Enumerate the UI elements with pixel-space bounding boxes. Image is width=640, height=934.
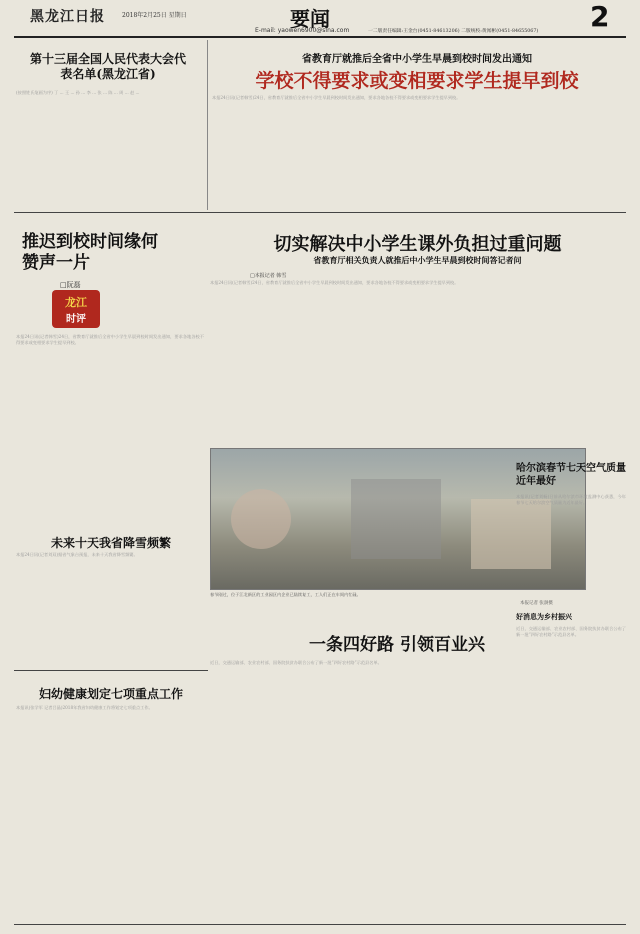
main-headline: 学校不得要求或变相要求学生提早到校: [255, 70, 579, 92]
commentary-title: 推迟到校时间缘何赞声一片: [22, 232, 158, 273]
masthead-rule: [14, 36, 626, 38]
badge-line2: 时评: [66, 314, 86, 325]
main-kicker: 省教育厅就推后全省中小学生早晨到校时间发出通知: [302, 54, 532, 65]
feature-byline: □本报记者 韩雪: [250, 273, 287, 279]
section-rule-1: [14, 212, 626, 213]
main-body: 本报24日讯(记者韩雪)24日，省教育厅就推后全省中小学生早晨到校时间发出通知，要求各地各校不得要求或变相要求学生提早到校。: [212, 95, 461, 100]
section-title: 要闻: [290, 7, 330, 31]
section-rule-2: [14, 670, 208, 671]
npc-body: (按照姓氏笔画为序) 丁 ... 王 ... 孙 ... 李 ... 张 ... 陈 ... 周 ... 赵 ...: [16, 90, 140, 95]
footer-rule: [14, 924, 626, 925]
commentary-badge: [52, 290, 100, 328]
photo-credit: 本报记者 张澍摄: [520, 601, 553, 606]
commentary-body: 本报24日讯(记者韩雪)24日，省教育厅就推后全省中小学生早晨到校时间发出通知，要求各地各校不得要求或变相要求学生提早到校。: [16, 334, 204, 345]
page-number: 2: [590, 0, 610, 33]
snow-body: 本报24日讯(记者刘双)据省气象台预报，未来十天我省降雪频繁。: [16, 552, 138, 557]
feature-body: 本报24日讯(记者韩雪)24日，省教育厅就推后全省中小学生早晨到校时间发出通知，要求各地各校不得要求或变相要求学生提早到校。: [210, 280, 459, 285]
masthead-contacts: 一二版责任编辑:王金台(0451-84613206) 二版统校:黄闻彬(0451-84655067): [368, 29, 539, 34]
women-title: 妇幼健康划定七项重点工作: [38, 687, 183, 701]
feature-subheadline: 省教育厅相关负责人就推后中小学生早晨到校时间答记者问: [313, 255, 522, 265]
npc-title: 第十三届全国人民代表大会代表名单(黑龙江省): [29, 52, 186, 81]
service-body: 近日，交通运输部、农业农村部、国务院扶贫办联合公布了新一批“四好农村路”示范县名单。: [516, 626, 626, 637]
masthead-logo: 黑龙江日报: [30, 9, 105, 25]
road-headline: 一条四好路 引领百业兴: [309, 635, 485, 655]
col-divider-1: [207, 40, 208, 210]
women-body: 本报讯(张学军 记者吕晶)2018年我省妇幼健康工作将划定七项重点工作。: [16, 705, 153, 710]
masthead-date: 2018年2月25日 星期日: [122, 12, 187, 19]
masthead-email: E-mail: yaowen6900@sina.com: [255, 27, 350, 34]
snow-title: 未来十天我省降雪频繁: [50, 536, 171, 550]
photo-caption: 春节刚过，位于江北新区的工业园区内企业已陆续复工，工人们正在车间内忙碌。: [210, 592, 361, 597]
road-body: 近日，交通运输部、农业农村部、国务院扶贫办联合公布了新一批“四好农村路”示范县名单。: [210, 660, 382, 665]
weather-title: 哈尔滨春节七天空气质量近年最好: [516, 463, 626, 487]
weather-body: 本报讯(记者刘畅)日前从哈尔滨市环境监测中心获悉，今年春节七天哈尔滨空气质量为近年最好。: [516, 494, 626, 505]
feature-headline: 切实解决中小学生课外负担过重问题: [273, 234, 562, 255]
commentary-author: □阮磊: [60, 281, 81, 289]
service-title: 好消息为乡村振兴: [516, 612, 572, 621]
badge-line1: 龙江: [65, 296, 87, 309]
